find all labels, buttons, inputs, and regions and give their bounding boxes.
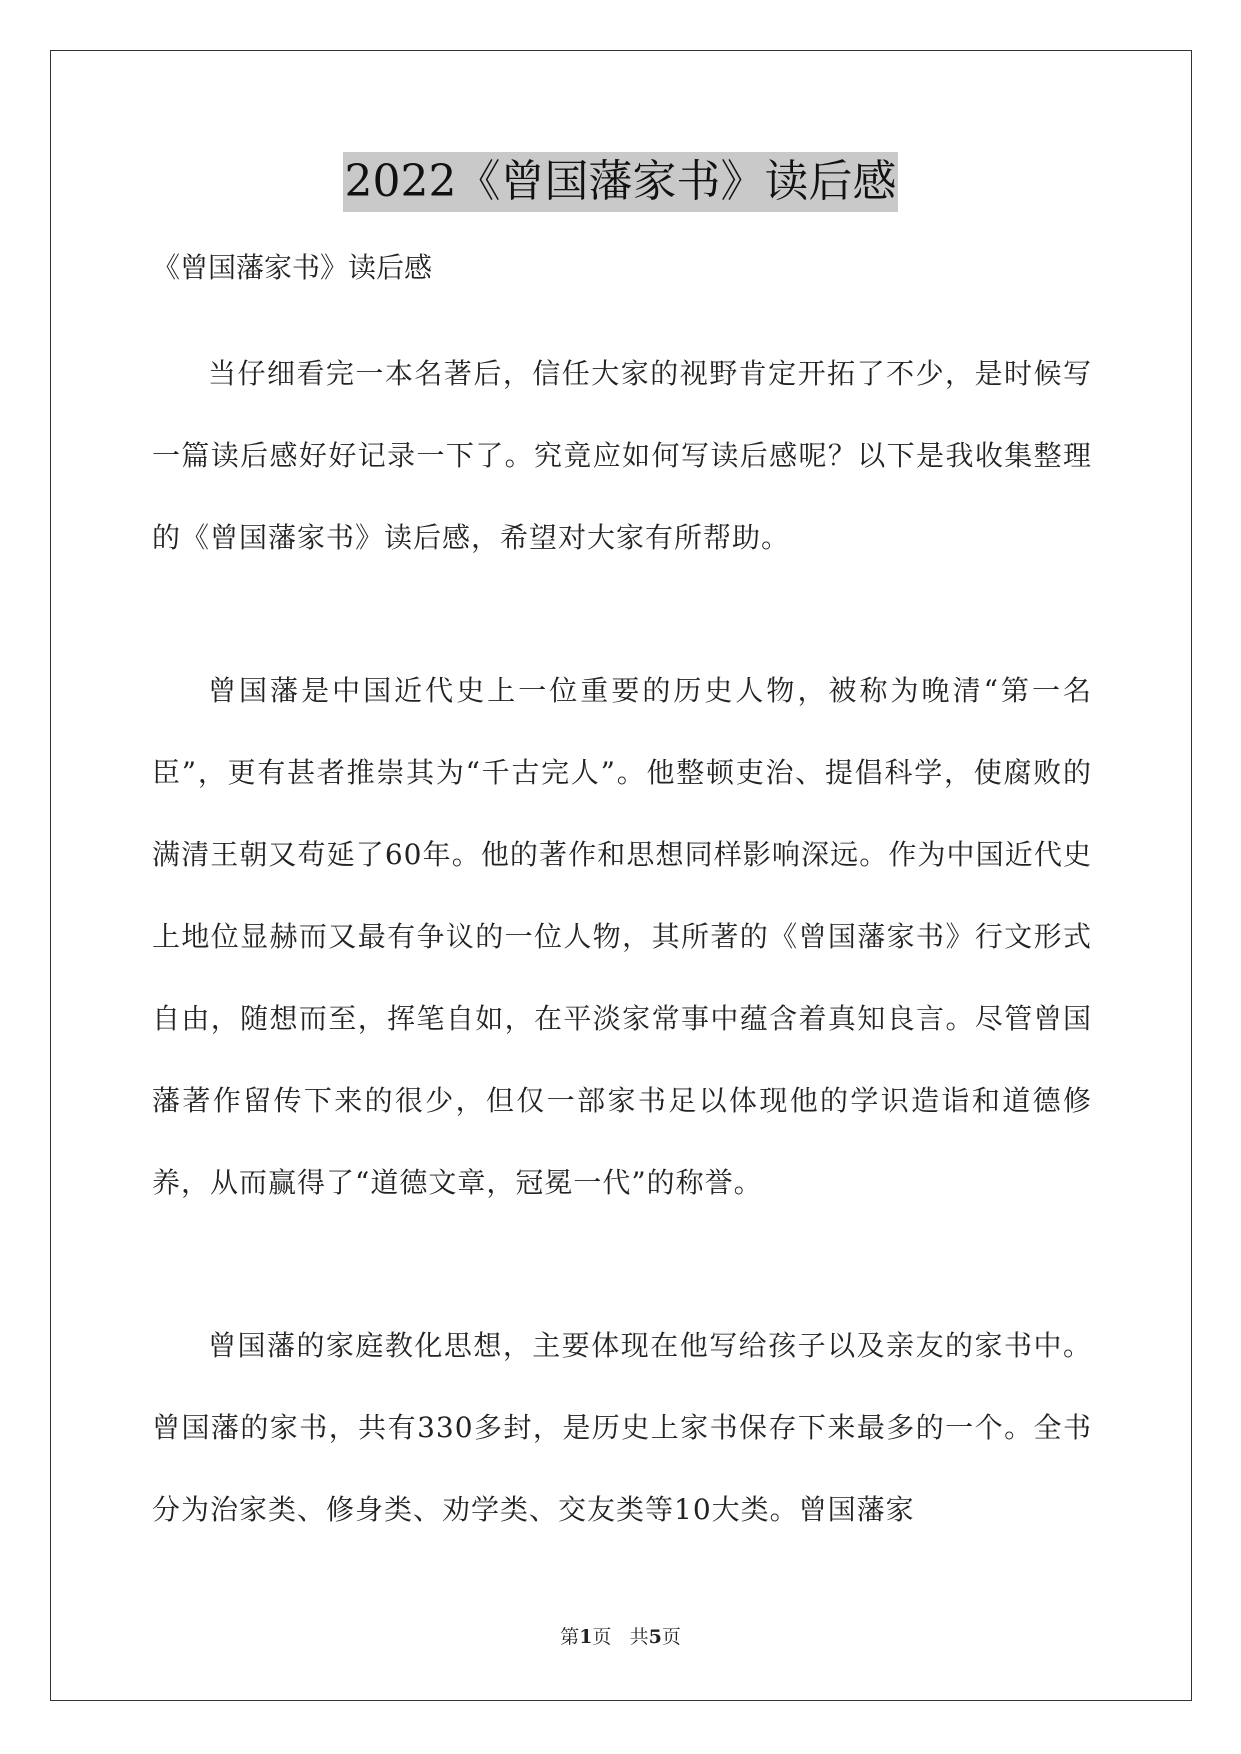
page-footer	[0, 1622, 1241, 1649]
footer-total-pages: 5	[648, 1626, 662, 1648]
title-container	[0, 152, 1241, 212]
footer-total-suffix: 页	[661, 1626, 681, 1648]
paragraph-intro: 当仔细看完一本名著后，信任大家的视野肯定开拓了不少，是时候写一篇读后感好好记录一下了。究竟应如何写读后感呢？以下是我收集整理的《曾国藩家书》读后感，希望对大家有所帮助。	[152, 357, 1092, 554]
paragraph-biography: 曾国藩是中国近代史上一位重要的历史人物，被称为晚清“第一名臣”，更有甚者推崇其为“千古完人”。他整顿吏治、提倡科学，使腐败的满清王朝又苟延了60年。他的著作和思想同样影响深远。作为中国近代史上地位显赫而又最有争议的一位人物，其所著的《曾国藩家书》行文形式自由，随想而至，挥笔自如，在平淡家常事中蕴含着真知良言。尽管曾国藩著作留传下来的很少，但仅一部家书足以体现他的学识造诣和道德修养，从而赢得了“道德文章，冠冕一代”的称誉。	[152, 674, 1092, 1199]
document-subtitle: 《曾国藩家书》读后感	[152, 251, 433, 284]
document-title: 2022《曾国藩家书》读后感	[343, 152, 899, 212]
footer-page-suffix: 页	[592, 1626, 612, 1648]
footer-total-prefix: 共	[629, 1626, 649, 1648]
footer-prefix: 第	[560, 1626, 580, 1648]
paragraph-family-letters: 曾国藩的家庭教化思想，主要体现在他写给孩子以及亲友的家书中。曾国藩的家书，共有330多封，是历史上家书保存下来最多的一个。全书分为治家类、修身类、劝学类、交友类等10大类。曾国藩家	[152, 1329, 1092, 1526]
footer-page-number: 1	[579, 1626, 593, 1648]
